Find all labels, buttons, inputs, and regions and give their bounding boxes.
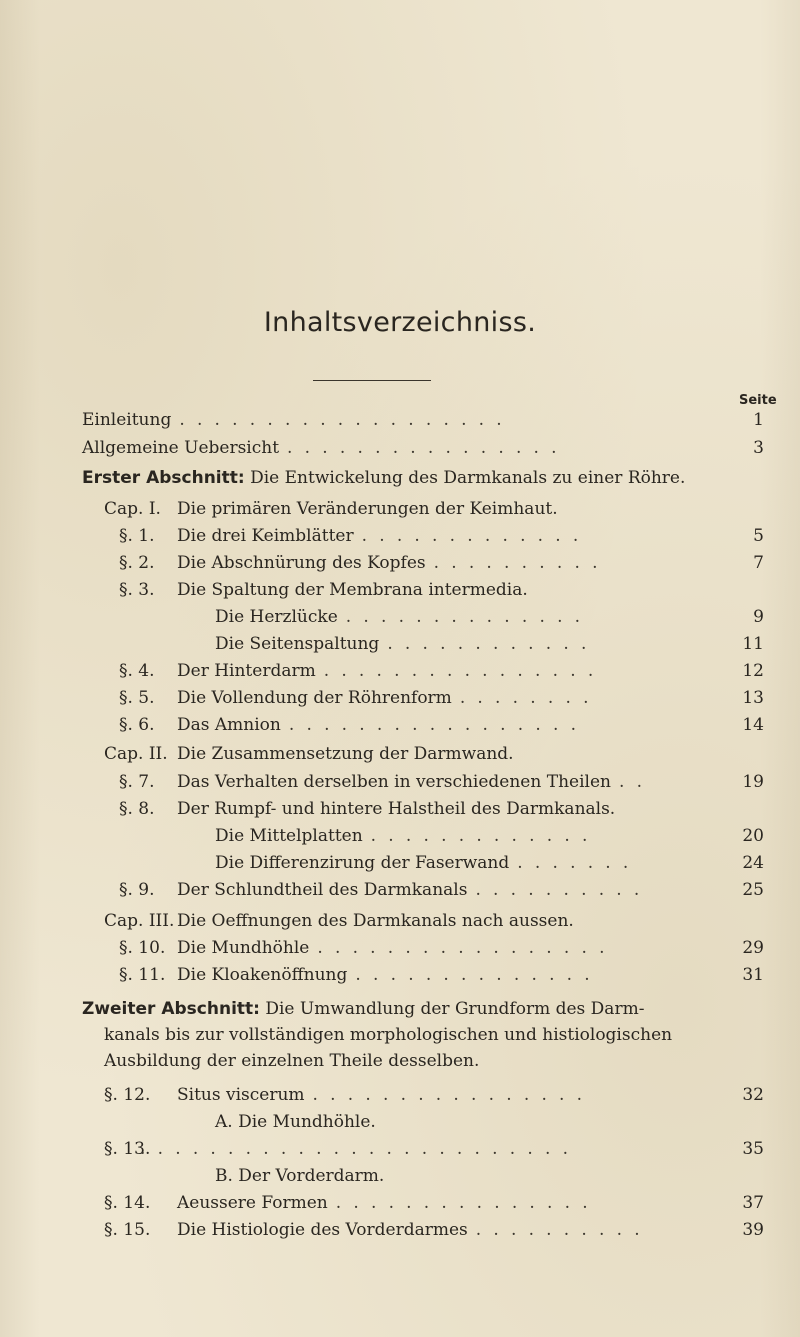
subsection-heading: A. Die Mundhöhle. xyxy=(215,1112,376,1132)
page-number: 14 xyxy=(742,715,764,735)
part-heading-label: Erster Abschnitt: xyxy=(82,468,245,488)
entry-number: §. 11. xyxy=(119,965,166,985)
part-heading xyxy=(82,996,772,1022)
part-heading-text: Die Entwickelung des Darmkanals zu einer Röhre. xyxy=(244,468,686,488)
page-number: 5 xyxy=(753,526,764,546)
chapter-number: Cap. III. xyxy=(104,911,175,931)
entry-number: §. 15. xyxy=(104,1220,151,1240)
entry-title: Die Mundhöhle xyxy=(177,938,310,958)
toc-entry xyxy=(0,1217,800,1243)
page-number: 35 xyxy=(742,1139,764,1159)
leader-dots: . . . . . . . . . . . . . . . . . . . xyxy=(179,410,506,430)
leader-dots: . . . . . . . . . . xyxy=(475,880,643,900)
entry-number: §. 9. xyxy=(119,880,155,900)
entry-title: Die Seitenspaltung xyxy=(215,634,380,654)
entry-title: Die drei Keimblätter xyxy=(177,526,354,546)
leader-dots: . . . . . . . . . . . . . . xyxy=(355,965,594,985)
leader-dots: . . . . . . . . . . xyxy=(433,553,601,573)
chapter-title: Die primären Veränderungen der Keimhaut. xyxy=(177,499,558,519)
toc-entry xyxy=(0,577,800,603)
entry-number: §. 2. xyxy=(119,553,155,573)
entry-title: Das Verhalten derselben in verschiedenen Theilen xyxy=(177,772,611,792)
toc-entry xyxy=(0,935,800,961)
entry-title: Die Kloakenöffnung xyxy=(177,965,348,985)
leader-dots: . . . . . . . xyxy=(517,853,632,873)
toc-entry xyxy=(0,1136,800,1162)
leader-dots: . . . . . . . . . . . . . . . . xyxy=(287,438,560,458)
leader-dots: . . . . . . . . . . . . . . . . xyxy=(323,661,597,681)
page-number: 24 xyxy=(742,853,764,873)
entry-title: Die Differenzirung der Faserwand xyxy=(215,853,510,873)
chapter-number: Cap. II. xyxy=(104,744,168,764)
entry-title: Das Amnion xyxy=(177,715,281,735)
toc-entry xyxy=(0,712,800,738)
entry-title: Einleitung xyxy=(82,410,172,430)
page-number: 20 xyxy=(742,826,764,846)
page-number: 3 xyxy=(753,438,764,458)
page-title: Inhaltsverzeichniss. xyxy=(263,307,537,338)
entry-title: Die Herzlücke xyxy=(215,607,338,627)
page-column-header: Seite xyxy=(739,393,777,408)
toc-entry xyxy=(0,523,800,549)
leader-dots: . . xyxy=(618,772,646,792)
leader-dots: . . . . . . . . . . . . . . . . xyxy=(312,1085,586,1105)
page-number: 37 xyxy=(742,1193,764,1213)
toc-entry xyxy=(0,604,800,630)
part-heading-text: kanals bis zur vollständigen morphologischen und histiologischen xyxy=(104,1025,673,1045)
page-number: 39 xyxy=(742,1220,764,1240)
entry-number: §. 7. xyxy=(119,772,155,792)
entry-number: §. 6. xyxy=(119,715,155,735)
entry-title: Situs viscerum xyxy=(177,1085,305,1105)
entry-number: §. 3. xyxy=(119,580,155,600)
toc-entry xyxy=(0,658,800,684)
toc-entry xyxy=(0,631,800,657)
leader-dots: . . . . . . . . . . . . . . . xyxy=(335,1193,592,1213)
page-number: 7 xyxy=(753,553,764,573)
page-number: 25 xyxy=(742,880,764,900)
leader-dots: . . . . . . . . . . . . . . . . . xyxy=(288,715,580,735)
page-number: 1 xyxy=(753,410,764,430)
leader-dots: . . . . . . . . . . . . . . . . . xyxy=(317,938,608,958)
toc-entry xyxy=(0,962,800,988)
entry-number: §. 5. xyxy=(119,688,155,708)
page-number: 31 xyxy=(742,965,764,985)
leader-dots: . . . . . . . . . . . . . . xyxy=(345,607,584,627)
part-heading-text: Ausbildung der einzelnen Theile desselben. xyxy=(104,1051,480,1071)
toc-entry xyxy=(0,1190,800,1216)
part-heading-label: Zweiter Abschnitt: xyxy=(82,999,260,1019)
page-number: 13 xyxy=(742,688,764,708)
toc-entry xyxy=(0,769,800,795)
page-number: 29 xyxy=(742,938,764,958)
chapter-title: Die Zusammensetzung der Darmwand. xyxy=(177,744,514,764)
toc-entry xyxy=(0,877,800,903)
entry-number: §. 14. xyxy=(104,1193,151,1213)
entry-title: Der Schlundtheil des Darmkanals xyxy=(177,880,468,900)
leader-dots: . . . . . . . . . . . . . xyxy=(361,526,582,546)
entry-title: Die Abschnürung des Kopfes xyxy=(177,553,426,573)
chapter-heading xyxy=(0,496,800,522)
chapter-heading xyxy=(0,908,800,934)
toc-entry xyxy=(0,685,800,711)
chapter-number: Cap. I. xyxy=(104,499,161,519)
intro-entry xyxy=(0,435,800,461)
entry-title: Die Vollendung der Röhrenform xyxy=(177,688,452,708)
page-number: 12 xyxy=(742,661,764,681)
page-number: 19 xyxy=(742,772,764,792)
leader-dots: . . . . . . . . . . xyxy=(475,1220,644,1240)
entry-title: Die Histiologie des Vorderdarmes xyxy=(177,1220,468,1240)
subsection-heading: B. Der Vorderdarm. xyxy=(215,1166,385,1186)
entry-number: §. 4. xyxy=(119,661,155,681)
entry-title: Die Mittelplatten xyxy=(215,826,363,846)
toc-entry xyxy=(0,823,800,849)
toc-entry xyxy=(0,796,800,822)
entry-title: Der Hinterdarm xyxy=(177,661,316,681)
part-heading xyxy=(82,465,772,491)
leader-dots: . . . . . . . . xyxy=(459,688,592,708)
leader-dots: . . . . . . . . . . . . xyxy=(387,634,590,654)
chapter-heading xyxy=(0,741,800,767)
part-heading-text: Die Umwandlung der Grundform des Darm- xyxy=(259,999,645,1019)
entry-title: Aeussere Formen xyxy=(177,1193,328,1213)
page-number: 32 xyxy=(742,1085,764,1105)
entry-title: Der Rumpf- und hintere Halstheil des Darmkanals. xyxy=(177,799,616,819)
page-number: 11 xyxy=(742,634,764,654)
entry-number: §. 1. xyxy=(119,526,155,546)
leader-dots: . . . . . . . . . . . . . xyxy=(370,826,591,846)
intro-entry xyxy=(0,407,800,433)
chapter-title: Die Oeffnungen des Darmkanals nach aussen. xyxy=(177,911,574,931)
toc-entry xyxy=(0,850,800,876)
toc-entry xyxy=(0,1082,800,1108)
entry-number: §. 13. xyxy=(104,1139,151,1159)
entry-number: §. 12. xyxy=(104,1085,151,1105)
toc-entry xyxy=(0,550,800,576)
entry-number: §. 8. xyxy=(119,799,155,819)
leader-dots: . . . . . . . . . . . . . . . . . . . . . . . . . xyxy=(140,1139,572,1159)
entry-title: Allgemeine Uebersicht xyxy=(82,438,280,458)
entry-number: §. 10. xyxy=(119,938,166,958)
page-number: 9 xyxy=(753,607,764,627)
entry-title: Die Spaltung der Membrana intermedia. xyxy=(177,580,528,600)
